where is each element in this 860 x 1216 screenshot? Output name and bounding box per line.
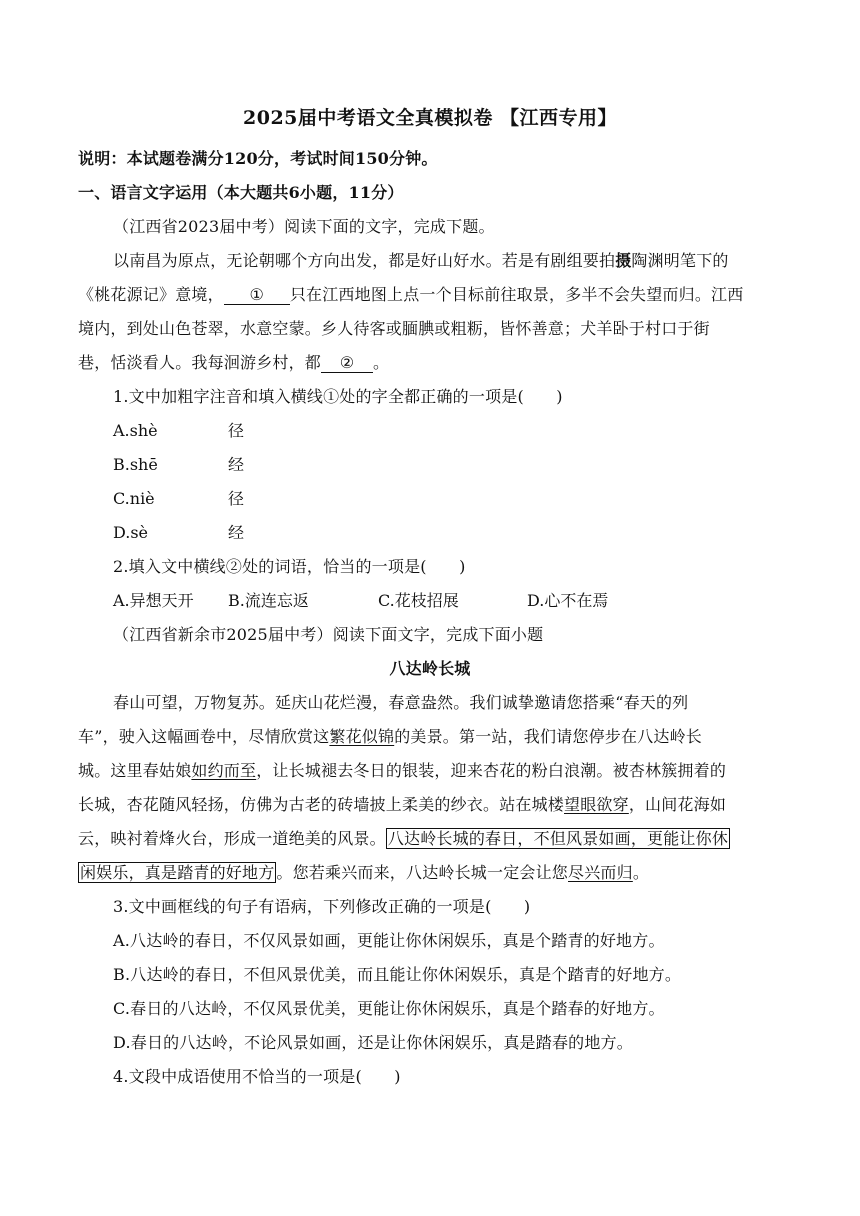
boxed-sentence: 闲娱乐，真是踏青的好地方	[80, 863, 275, 882]
q1-option-b-char: 经	[228, 455, 245, 474]
q2-option-b[interactable]: B.流连忘返	[228, 591, 309, 610]
q1-option-d[interactable]: D.sè	[113, 523, 149, 542]
q3-option-c[interactable]: C.春日的八达岭，不仅风景优美，更能让你休闲娱乐，真是个踏春的好地方。	[113, 999, 665, 1018]
q3-option-d[interactable]: D.春日的八达岭，不论风景如画，还是让你休闲娱乐，真是踏春的地方。	[113, 1033, 633, 1052]
passage1-line: 《桃花源记》意境， ① 只在江西地图上点一个目标前往取景，多半不会失望而归。江西	[78, 285, 744, 304]
instructions: 说明：本试题卷满分120分，考试时间150分钟。	[78, 149, 438, 168]
passage2-line: 长城，杏花随风轻扬，仿佛为古老的砖墙披上柔美的纱衣。站在城楼望眼欲穿，山间花海如	[78, 795, 727, 814]
passage2-line: 车”，驶入这幅画卷中，尽情欣赏这繁花似锦的美景。第一站，我们请您停步在八达岭长	[78, 727, 703, 746]
question-3-stem: 3.文中画框线的句子有语病，下列修改正确的一项是( )	[113, 897, 531, 916]
idiom-underlined: 如约而至	[191, 761, 257, 780]
q1-option-c-char: 径	[228, 489, 245, 508]
blank-2: ②	[321, 354, 373, 373]
bold-char: 摄	[615, 251, 632, 270]
question-4-stem: 4.文段中成语使用不恰当的一项是( )	[113, 1067, 401, 1086]
q2-option-a[interactable]: A.异想天开	[113, 591, 194, 610]
source-note-1: （江西省2023届中考）阅读下面的文字，完成下题。	[113, 217, 495, 236]
blank-1: ①	[224, 286, 290, 305]
q2-option-d[interactable]: D.心不在焉	[527, 591, 609, 610]
passage2-line: 城。这里春姑娘如约而至，让长城褪去冬日的银装，迎来杏花的粉白浪潮。被杏林簇拥着的	[78, 761, 727, 780]
passage1-line: 巷，恬淡看人。我每洄游乡村，都 ② 。	[78, 353, 390, 372]
passage1-line: 以南昌为原点，无论朝哪个方向出发，都是好山好水。若是有剧组要拍摄陶渊明笔下的	[113, 251, 729, 270]
question-2-stem: 2.填入文中横线②处的词语，恰当的一项是( )	[113, 557, 466, 576]
passage2-line: 云，映衬着烽火台，形成一道绝美的风景。 八达岭长城的春日，不但风景如画，更能让你休	[78, 829, 729, 848]
q3-option-a[interactable]: A.八达岭的春日，不仅风景如画，更能让你休闲娱乐，真是个踏青的好地方。	[113, 931, 665, 950]
q3-option-b[interactable]: B.八达岭的春日，不但风景优美，而且能让你休闲娱乐，真是个踏青的好地方。	[113, 965, 682, 984]
page-title: 2025届中考语文全真模拟卷 【江西专用】	[243, 107, 617, 129]
passage-title: 八达岭长城	[389, 659, 471, 678]
q1-option-d-char: 经	[228, 523, 245, 542]
q2-option-c[interactable]: C.花枝招展	[378, 591, 459, 610]
q1-option-a[interactable]: A.shè	[113, 421, 158, 440]
idiom-underlined: 繁花似锦	[329, 727, 395, 746]
q1-option-c[interactable]: C.niè	[113, 489, 155, 508]
section-heading: 一、语言文字运用（本大题共6小题，11分）	[78, 183, 404, 202]
q1-option-b[interactable]: B.shē	[113, 455, 158, 474]
passage2-line: 闲娱乐，真是踏青的好地方 。您若乘兴而来，八达岭长城一定会让您尽兴而归。	[80, 863, 650, 882]
idiom-underlined: 望眼欲穿	[564, 795, 629, 814]
passage2-line: 春山可望，万物复苏。延庆山花烂漫，春意盎然。我们诚挚邀请您搭乘“春天的列	[113, 693, 689, 712]
q1-option-a-char: 径	[228, 421, 245, 440]
source-note-2: （江西省新余市2025届中考）阅读下面文字，完成下面小题	[113, 625, 544, 644]
passage1-line: 境内，到处山色苍翠，水意空蒙。乡人待客或腼腆或粗粝，皆怀善意；犬羊卧于村口于街	[78, 319, 710, 338]
boxed-sentence: 八达岭长城的春日，不但风景如画，更能让你休	[387, 829, 729, 848]
question-1-stem: 1.文中加粗字注音和填入横线①处的字全都正确的一项是( )	[113, 387, 563, 406]
idiom-underlined: 尽兴而归	[568, 863, 633, 882]
